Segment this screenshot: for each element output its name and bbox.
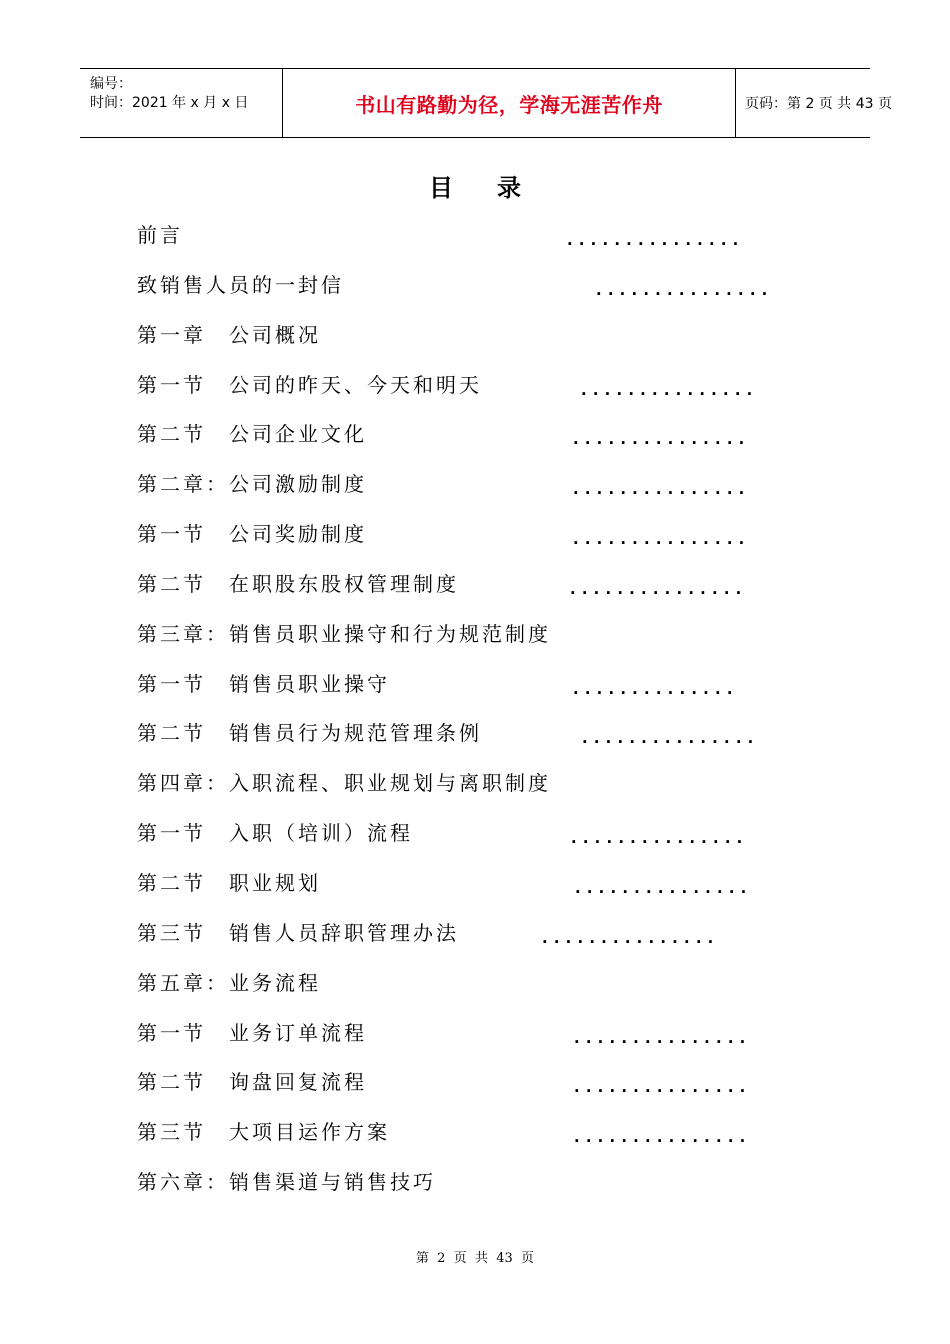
title-char-2: 录 <box>497 173 521 202</box>
toc-entry-label: 第二节 公司企业文化 <box>137 422 367 447</box>
toc-entry-label: 第二节 职业规划 <box>137 870 321 895</box>
toc-entry[interactable] <box>137 1119 837 1169</box>
doc-time-label: 时间：2021 年 x 月 x 日 <box>90 95 249 111</box>
toc-dot-leader: ............... <box>571 479 749 499</box>
toc-entry[interactable] <box>137 720 837 770</box>
toc-entry-label: 第三章：销售员职业操守和行为规范制度 <box>137 621 551 646</box>
toc-dot-leader: ............... <box>580 728 758 748</box>
toc-dot-leader: ............... <box>571 529 749 549</box>
toc-entry-label: 第一节 业务订单流程 <box>137 1020 367 1045</box>
toc-entry-label: 第二章：公司激励制度 <box>137 472 367 497</box>
toc-dot-leader: ............... <box>540 927 718 947</box>
toc-entry-label: 第一节 入职（培训）流程 <box>137 821 413 846</box>
toc-entry[interactable] <box>137 471 837 521</box>
toc-dot-leader: ............... <box>579 379 757 399</box>
toc-dot-leader: ............... <box>572 1077 750 1097</box>
toc-entry[interactable] <box>137 870 837 920</box>
page-footer: 第 2 页 共 43 页 <box>415 1251 535 1266</box>
toc-entry[interactable] <box>137 970 837 1020</box>
header-meta-cell <box>80 69 282 137</box>
toc-entry[interactable] <box>137 521 837 571</box>
doc-number-label: 编号： <box>90 76 132 92</box>
toc-entry[interactable] <box>137 1020 837 1070</box>
toc-entry[interactable] <box>137 421 837 471</box>
toc-entry-label: 前言 <box>137 223 183 247</box>
toc-dot-leader: ............... <box>573 877 751 897</box>
toc-entry[interactable] <box>137 1169 837 1219</box>
toc-dot-leader: ............... <box>568 578 746 598</box>
toc-entry[interactable] <box>137 222 837 272</box>
toc-dot-leader: ............... <box>594 279 772 299</box>
toc-entry-label: 第三节 大项目运作方案 <box>137 1120 390 1145</box>
toc-entry[interactable] <box>137 372 837 422</box>
toc-dot-leader: ............... <box>571 429 749 449</box>
toc-entry-label: 第一章 公司概况 <box>137 322 321 347</box>
toc-entry-label: 第四章：入职流程、职业规划与离职制度 <box>137 771 551 796</box>
toc-entry-label: 第六章：销售渠道与销售技巧 <box>137 1170 436 1195</box>
header-page-cell <box>735 69 892 137</box>
toc-entry[interactable] <box>137 322 837 372</box>
toc-dot-leader: ............... <box>565 230 743 249</box>
toc-dot-leader: ............... <box>569 828 747 848</box>
title-char-1: 目 <box>429 173 453 202</box>
toc-entry[interactable] <box>137 1069 837 1119</box>
toc-entry[interactable] <box>137 571 837 621</box>
toc-dot-leader: .............. <box>571 678 737 698</box>
toc-entry-label: 第五章：业务流程 <box>137 970 321 995</box>
toc-entry[interactable] <box>137 770 837 820</box>
toc-entry[interactable] <box>137 671 837 721</box>
toc-entry-label: 第一节 公司奖励制度 <box>137 522 367 547</box>
toc-dot-leader: ............... <box>572 1027 750 1047</box>
page-title <box>0 168 950 203</box>
toc-entry-label: 第一节 销售员职业操守 <box>137 671 390 696</box>
toc-entry-label: 第一节 公司的昨天、今天和明天 <box>137 372 482 397</box>
header-motto: 书山有路勤为径，学海无涯苦作舟 <box>355 92 663 117</box>
header-motto-cell <box>282 69 736 137</box>
toc-entry[interactable] <box>137 272 837 322</box>
toc-entry-label: 第二节 在职股东股权管理制度 <box>137 571 459 596</box>
toc-entry[interactable] <box>137 920 837 970</box>
toc-entry[interactable] <box>137 621 837 671</box>
toc-entry-label: 第三节 销售人员辞职管理办法 <box>137 920 459 945</box>
toc-entry-label: 第二节 销售员行为规范管理条例 <box>137 721 482 746</box>
header-page-number: 页码：第 2 页 共 43 页 <box>745 96 892 112</box>
toc-entry-label: 致销售人员的一封信 <box>137 272 344 297</box>
toc-entry[interactable] <box>137 820 837 870</box>
page-header <box>80 68 892 138</box>
toc-entry-label: 第二节 询盘回复流程 <box>137 1070 367 1095</box>
toc-dot-leader: ............... <box>572 1127 750 1147</box>
table-of-contents <box>137 222 837 1219</box>
